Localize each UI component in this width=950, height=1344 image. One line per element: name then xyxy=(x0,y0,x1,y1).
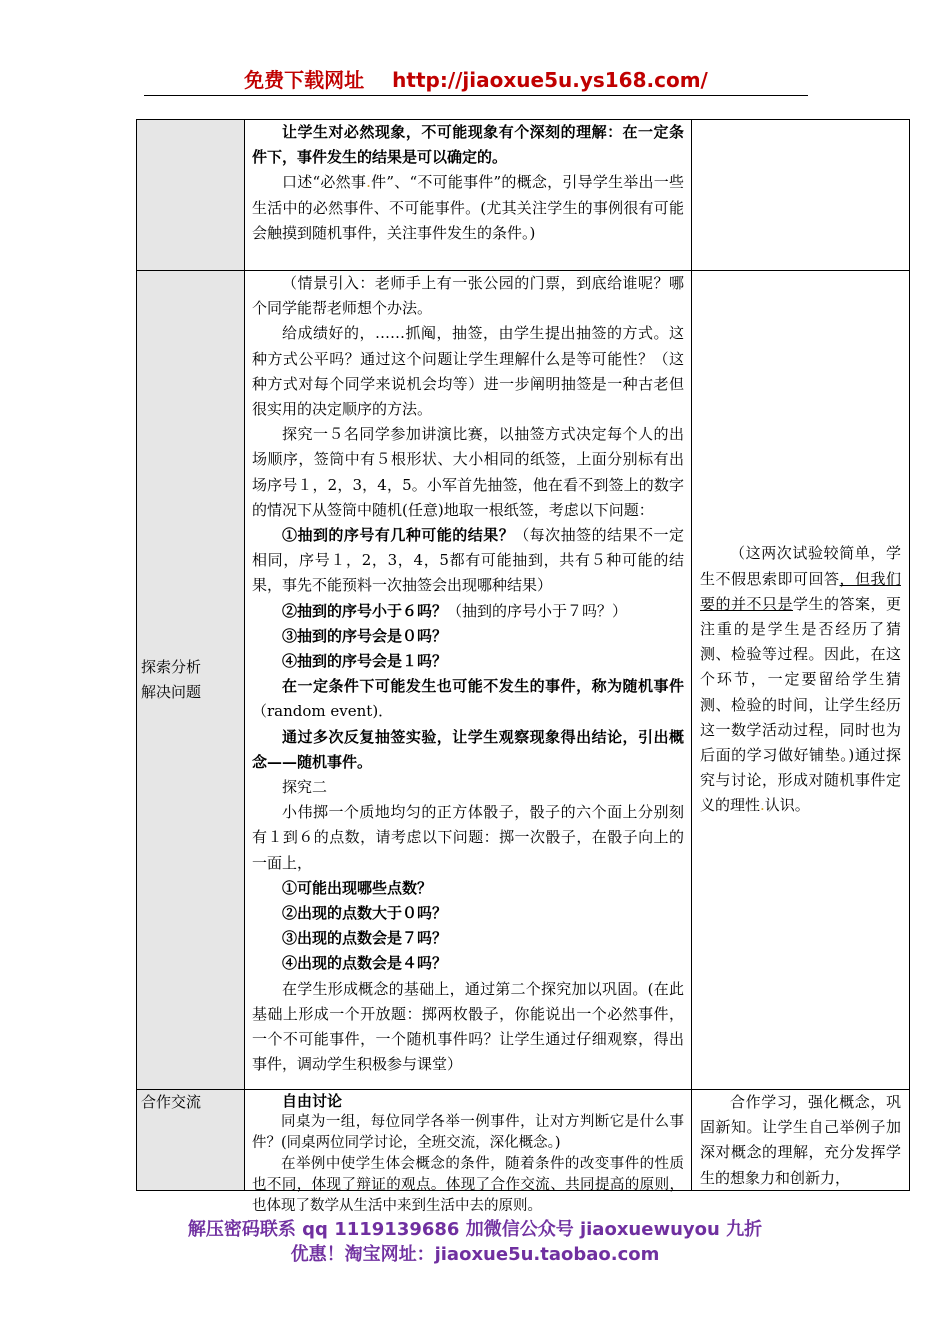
teaching-note: （这两次试验较简单，学生不假思索即可回答，但我们要的并不只是学生的答案，更注重的是学生是否经历了猜测、检验等过程。因此，在这个环节，一定要留给学生猜测、检验的时间，让学生经历这一数学活动过程，同时也为后面的学习做好铺垫。)通过探究与讨论，形成对随机事件定义的理性.认识。 xyxy=(700,544,901,815)
content-cell xyxy=(245,1090,692,1214)
paragraph: 探究一５名同学参加讲演比赛，以抽签方式决定每个人的出场顺序，签筒中有５根形状、大小相同的纸签，上面分别标有出场序号１，2，3，4，5。小军首先抽签，他在看不到签上的数字的情况下从签筒中随机(任意)地取一根纸签，考虑以下问题： xyxy=(252,425,684,519)
paragraph: （情景引入：老师手上有一张公园的门票，到底给谁呢？哪个同学能帮老师想个办法。 xyxy=(252,274,684,318)
question: ③出现的点数会是７吗？ xyxy=(282,929,448,948)
header-rule xyxy=(144,95,808,96)
teaching-note: 合作学习，强化概念，巩固新知。让学生自己举例子加深对概念的理解，充分发挥学生的想象力和创新力， xyxy=(700,1093,901,1187)
header-url-link[interactable]: http://jiaoxue5u.ys168.com/ xyxy=(392,68,708,92)
section-title: 自由讨论 xyxy=(282,1092,343,1110)
footer-line[interactable]: 优惠！淘宝网址：jiaoxue5u.taobao.com xyxy=(290,1244,660,1265)
paragraph: 小伟掷一个质地均匀的正方体骰子，骰子的六个面上分别刻有１到６的点数，请考虑以下问题：掷一次骰子，在骰子向上的一面上， xyxy=(252,803,684,872)
table-row xyxy=(137,1090,910,1191)
note-cell xyxy=(692,1090,910,1191)
table-row xyxy=(137,271,910,1090)
question: ④出现的点数会是４吗？ xyxy=(282,954,448,973)
download-footer xyxy=(150,1217,800,1267)
content-cell xyxy=(245,271,692,1090)
paragraph: 让学生对必然现象，不可能现象有个深刻的理解：在一定条件下，事件发生的结果是可以确定的。 xyxy=(252,123,684,167)
note-cell-empty xyxy=(692,120,910,271)
paragraph: 口述“必然事.件”、“不可能事件”的概念，引导学生举出一些生活中的必然事件、不可能事件。(尤其关注学生的事例很有可能会触摸到随机事件，关注事件发生的条件。) xyxy=(252,173,684,242)
question: ①可能出现哪些点数？ xyxy=(282,878,433,897)
note-cell xyxy=(692,271,910,1090)
row-label: 合作交流 xyxy=(137,1090,245,1191)
paragraph: 给成绩好的，……抓阄，抽签，由学生提出抽签的方式。这种方式公平吗？通过这个问题让学生理解什么是等可能性？（这种方式对每个同学来说机会均等）进一步阐明抽签是一种古老但很实用的决定顺序的方法。 xyxy=(252,324,684,419)
question: ③抽到的序号会是０吗？ xyxy=(282,626,448,645)
conclusion: 通过多次反复抽签实验，让学生观察现象得出结论，引出概念——随机事件。 xyxy=(252,727,684,771)
paragraph: 在学生形成概念的基础上，通过第二个探究加以巩固。(在此基础上形成一个开放题：掷两枚骰子，你能说出一个必然事件，一个不可能事件，一个随机事件吗？让学生通过仔细观察，得出事件，调动学生积极参与课堂） xyxy=(252,979,684,1074)
row-label-empty xyxy=(137,120,245,271)
paragraph: 在举例中使学生体会概念的条件，随着条件的改变事件的性质也不同，体现了辩证的观点。体现了合作交流、共同提高的原则，也体现了数学从生活中来到生活中去的原则。 xyxy=(252,1156,684,1214)
question: ①抽到的序号有几种可能的结果？（每次抽签的结果不一定相同，序号１，2，3，4，5都有可能抽到，共有５种可能的结果，事先不能预料一次抽签会出现哪种结果） xyxy=(252,526,684,595)
content-cell xyxy=(245,120,692,271)
header-label: 免费下载网址 xyxy=(244,68,365,92)
section-title: 探究二 xyxy=(282,778,328,797)
table-row xyxy=(137,120,910,271)
paragraph: 同桌为一组，每位同学各举一例事件，让对方判断它是什么事件？(同桌两位同学讨论，全班交流，深化概念。) xyxy=(252,1114,684,1151)
question: ④抽到的序号会是１吗？ xyxy=(282,652,448,671)
yellow-dot: . xyxy=(366,173,371,192)
question: ②抽到的序号小于６吗？（抽到的序号小于７吗？） xyxy=(282,601,628,620)
row-label: 探索分析 解决问题 xyxy=(137,271,245,1090)
download-header xyxy=(144,66,808,94)
question: ②出现的点数大于０吗？ xyxy=(282,904,448,923)
lesson-plan-table xyxy=(136,119,910,1214)
footer-line: 解压密码联系 qq 1119139686 加微信公众号 jiaoxuewuyou 九折 xyxy=(187,1219,763,1240)
definition: 在一定条件下可能发生也可能不发生的事件，称为随机事件（random event)． xyxy=(252,677,684,721)
